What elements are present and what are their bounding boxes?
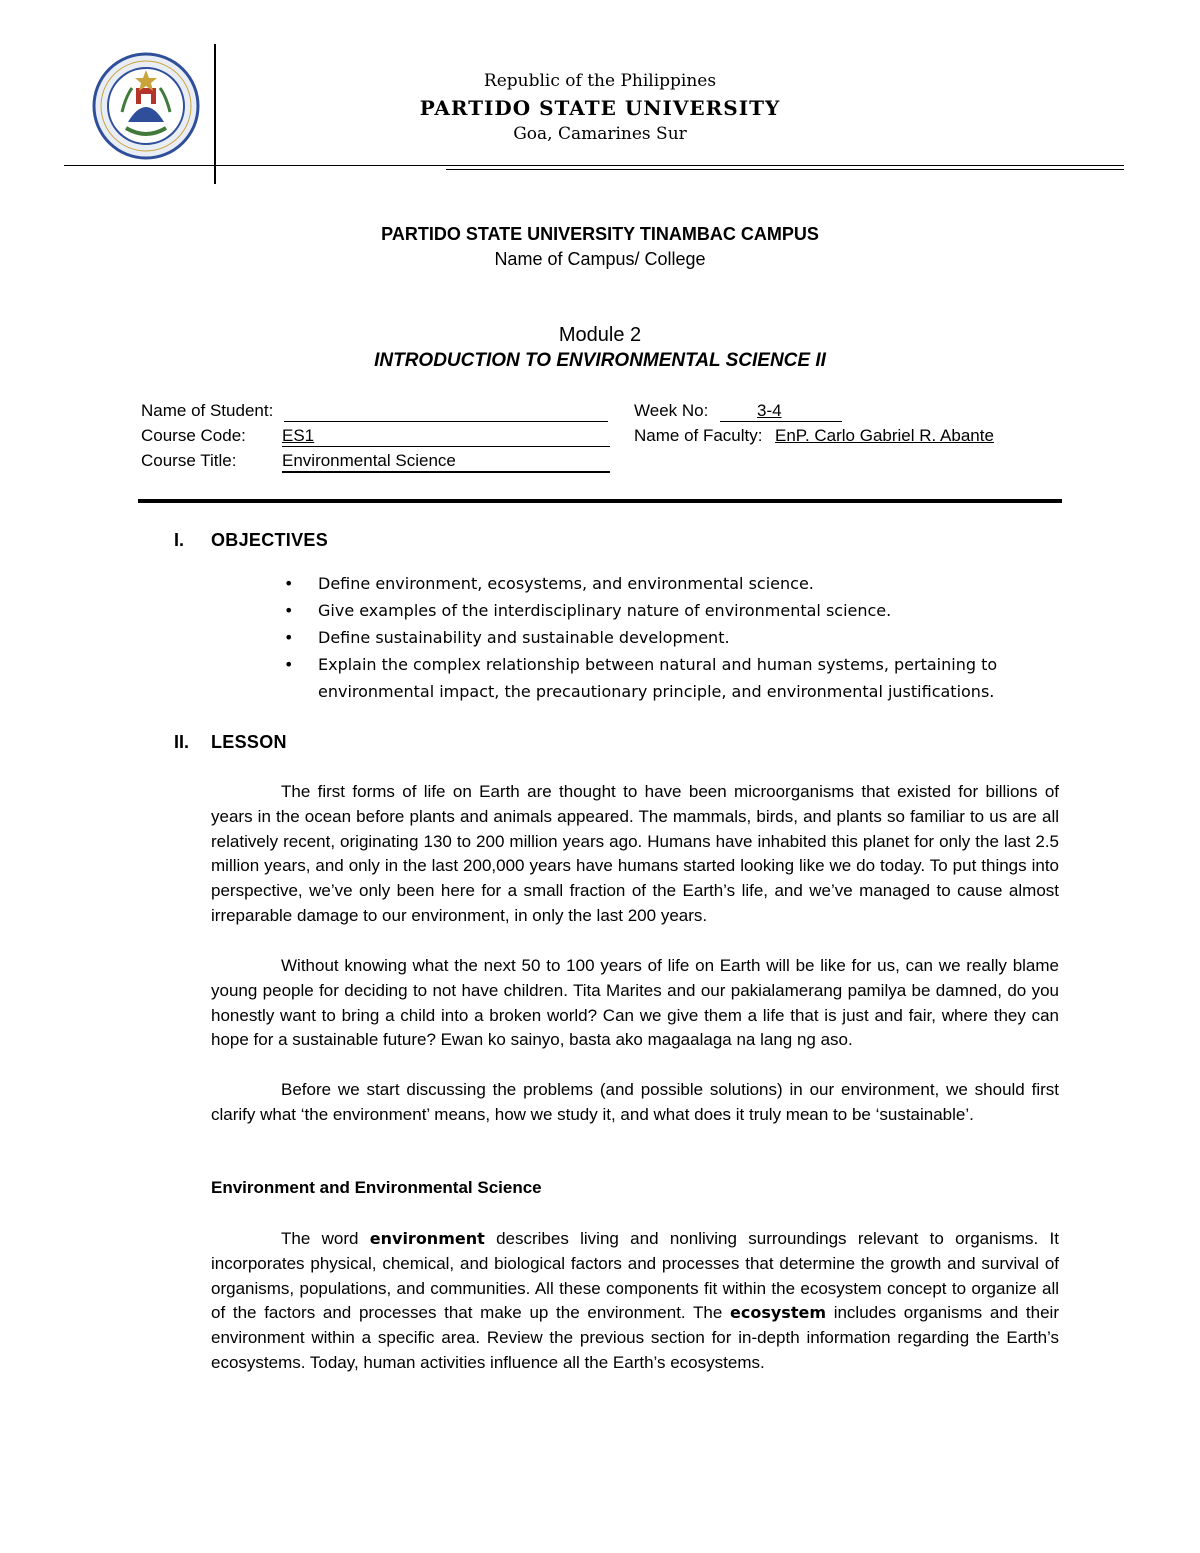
campus-name: PARTIDO STATE UNIVERSITY TINAMBAC CAMPUS (381, 224, 819, 244)
course-code-label: Course Code: (141, 426, 246, 445)
header-vertical-rule (214, 44, 216, 184)
objectives-list (282, 570, 1072, 705)
week-no-value: 3-4 (757, 401, 782, 420)
university-seal-logo (92, 52, 200, 160)
objective-text: Explain the complex relationship between natural and human systems, pertaining to environmental impact, the precautionary principle, and environmental justifications. (318, 655, 998, 701)
header-horizontal-rule-secondary (446, 169, 1124, 170)
course-title-value: Environmental Science (282, 451, 456, 470)
section-divider (138, 499, 1062, 503)
environment-subheading: Environment and Environmental Science (211, 1178, 542, 1197)
list-item: • Define sustainability and sustainable development. (284, 628, 730, 647)
campus-label: Name of Campus/ College (494, 249, 706, 269)
lesson-heading: LESSON (211, 732, 287, 752)
course-title-label: Course Title: (141, 451, 237, 470)
student-name-underline (284, 421, 608, 422)
header-university-name: PARTIDO STATE UNIVERSITY (419, 96, 781, 120)
week-no-label: Week No: (634, 401, 709, 420)
list-item: • Explain the complex relationship between natural and human systems, pertaining to environmental impact, the precautionary principle, and environmental justifications. (284, 655, 998, 701)
module-title: INTRODUCTION TO ENVIRONMENTAL SCIENCE II (374, 350, 826, 371)
lesson-number: II. (174, 732, 190, 752)
objective-text: Define environment, ecosystems, and environmental science. (318, 574, 814, 593)
course-code-underline (282, 446, 610, 447)
header-horizontal-rule (64, 165, 1124, 166)
objective-text: Give examples of the interdisciplinary nature of environmental science. (318, 601, 892, 620)
term-ecosystem: ecosystem (730, 1303, 826, 1323)
objective-text: Define sustainability and sustainable development. (318, 628, 730, 647)
objectives-heading: OBJECTIVES (211, 530, 329, 550)
lesson-paragraph-2: Without knowing what the next 50 to 100 years of life on Earth will be like for us, can we really blame young people for deciding to not have children. Tita Marites and our pakialamerang pamilya be damned, do you honestly want to bring a child into a broken world? Can we give them a life that is just and fair, where they can hope for a sustainable future? Ewan ko sainyo, basta ako magaalaga na lang ng aso. (211, 956, 1059, 1050)
week-no-underline (720, 421, 842, 422)
header-location: Goa, Camarines Sur (513, 124, 687, 144)
list-item: • Give examples of the interdisciplinary nature of environmental science. (284, 601, 892, 620)
lesson-paragraph-1: The first forms of life on Earth are thought to have been microorganisms that existed for billions of years in the ocean before plants and animals appeared. The mammals, birds, and plants so familiar to us are all relatively recent, originating 130 to 200 million years ago. Humans have inhabited this planet for only the last 2.5 million years, and only in the last 200,000 years have humans started looking like we do today. To put things into perspective, we’ve only been here for a small fraction of the Earth’s life, and we’ve managed to cause almost irreparable damage to our environment, in only the last 200 years. (211, 782, 1059, 925)
faculty-name-value: EnP. Carlo Gabriel R. Abante (775, 426, 994, 445)
student-name-label: Name of Student: (141, 401, 274, 420)
course-code-value: ES1 (282, 426, 315, 445)
faculty-name-label: Name of Faculty: (634, 426, 763, 445)
list-item: • Define environment, ecosystems, and environmental science. (284, 574, 814, 593)
lesson-paragraph-3: Before we start discussing the problems (and possible solutions) in our environment, we should first clarify what ‘the environment’ means, how we study it, and what does it truly mean to be ‘sustainable’. (211, 1080, 1059, 1124)
term-environment: environment (369, 1229, 485, 1248)
course-title-underline (282, 471, 610, 473)
objectives-number: I. (174, 530, 185, 550)
environment-paragraph: The word environment describes living and nonliving surroundings relevant to organisms. It incorporates physical, chemical, and biological factors and processes that determine the growth and survival of organisms, populations, and communities. All these components fit within the ecosystem concept to organize all of the factors and processes that make up the environment. The ecosystem includes organisms and their environment within a specific area. Review the previous section for in-depth information regarding the Earth’s ecosystems. Today, human activities influence all the Earth’s ecosystems. (211, 1229, 1060, 1372)
header-republic: Republic of the Philippines (483, 71, 717, 91)
module-number: Module 2 (558, 324, 642, 346)
